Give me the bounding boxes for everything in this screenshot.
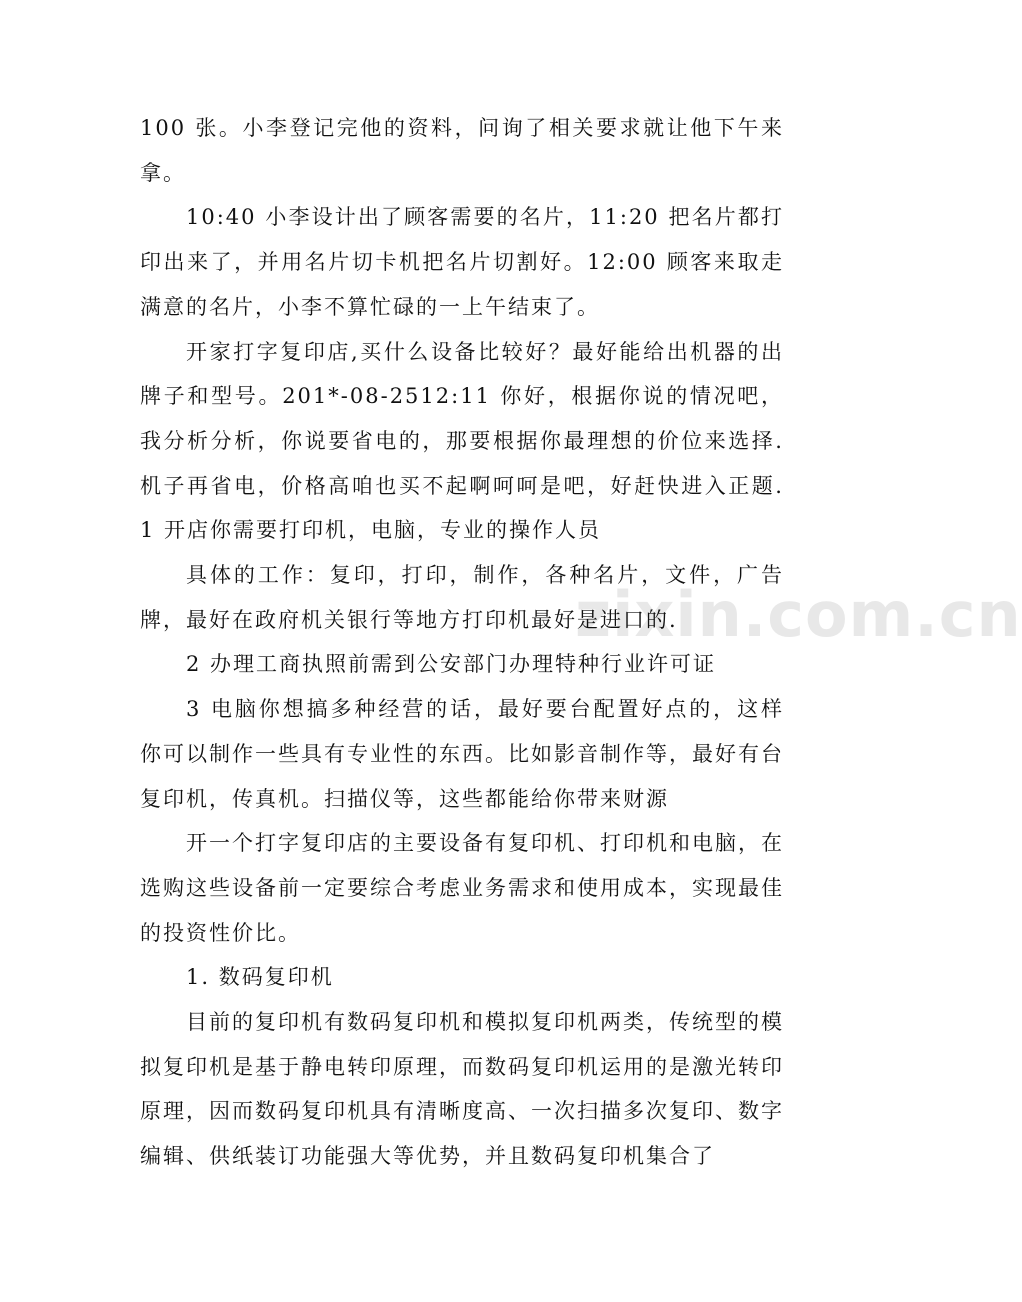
watermark-logo: zixin.com.cn [575,578,1022,651]
paragraph-8: 目前的复印机有数码复印机和模拟复印机两类，传统型的模拟复印机是基于静电转印原理，而数码复印机运用的是激光转印原理，因而数码复印机具有清晰度高、一次扫描多次复印、数字编辑、供纸装订功能强大等优势，并且数码复印机集合了 [140,1010,784,1169]
paragraph-5: 2 办理工商执照前需到公安部门办理特种行业许可证 [186,652,717,677]
paragraph-3: 开家打字复印店,买什么设备比较好？最好能给出机器的出牌子和型号。201*-08-2512:11 你好，根据你说的情况吧，我分析分析，你说要省电的，那要根据你最理想的价位来选择. 机子再省电，价格高咱也买不起啊呵呵是吧，好赶快进入正题. 1 开店你需要打印机，电脑，专业的操作人员 [140,339,784,543]
paragraph-4: 具体的工作：复印，打印，制作，各种名片，文件，广告牌，最好在政府机关银行等地方打印机最好是进口的. [140,563,784,632]
paragraph-6: 3 电脑你想搞多种经营的话，最好要台配置好点的，这样你可以制作一些具有专业性的东西。比如影音制作等，最好有台复印机，传真机。扫描仪等，这些都能给你带来财源 [140,697,784,811]
paragraph-1: 100 张。小李登记完他的资料，问询了相关要求就让他下午来拿。 [140,116,784,185]
section-heading: 1. 数码复印机 [186,965,334,990]
document-body [140,106,784,1179]
paragraph-7: 开一个打字复印店的主要设备有复印机、打印机和电脑，在选购这些设备前一定要综合考虑业务需求和使用成本，实现最佳的投资性价比。 [140,831,784,945]
paragraph-2: 10:40 小李设计出了顾客需要的名片，11:20 把名片都打印出来了，并用名片切卡机把名片切割好。12:00 顾客来取走满意的名片，小李不算忙碌的一上午结束了。 [140,205,784,319]
